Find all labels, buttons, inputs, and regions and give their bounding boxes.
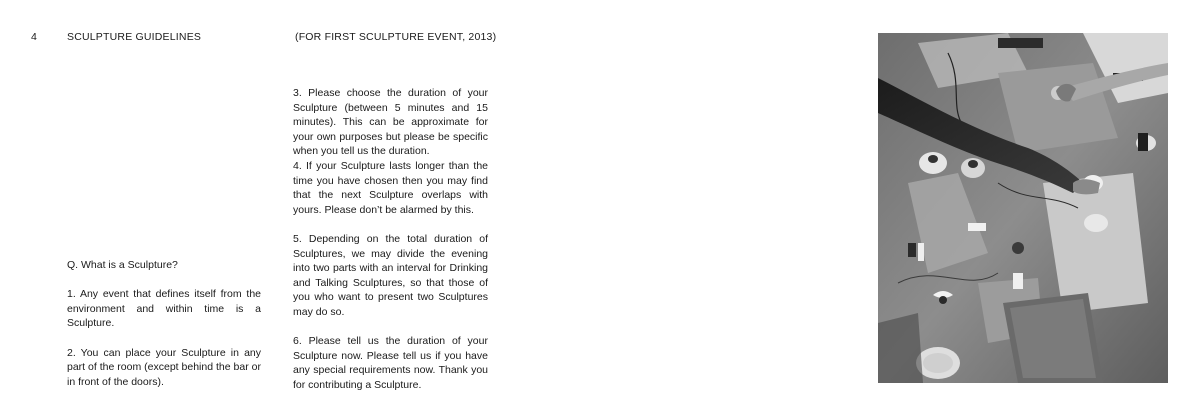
guideline-item-1: 1. Any event that defines itself from the environment and within time is a Sculpture.	[67, 288, 261, 330]
guideline-item-6: 6. Please tell us the duration of your Sculpture now. Please tell us if you have any special requirements now. Thank you for contributing a Sculpture.	[293, 335, 488, 391]
guideline-item-3: 3. Please choose the duration of your Sculpture (between 5 minutes and 15 minutes). This can be approximate for your own purposes but please be specific when you tell us the duration.	[293, 87, 488, 158]
page-subtitle: (FOR FIRST SCULPTURE EVENT, 2013)	[295, 31, 497, 43]
page-number: 4	[31, 31, 38, 43]
photograph-icon	[878, 33, 1168, 383]
guideline-item-2: 2. You can place your Sculpture in any part of the room (except behind the bar or in front of the doors).	[67, 346, 261, 388]
guideline-item-5: 5. Depending on the total duration of Sculptures, we may divide the evening into two parts with an interval for Drinking and Talking Sculptures, so that those of you who want to present two Sculptures may do so.	[293, 232, 488, 318]
page-title: SCULPTURE GUIDELINES	[67, 31, 202, 43]
sculpture-photograph	[878, 33, 1168, 383]
middle-column	[293, 86, 488, 392]
question-heading: Q. What is a Sculpture?	[67, 259, 178, 271]
guideline-item-4: 4. If your Sculpture lasts longer than the time you have chosen then you may find that the next Sculpture overlaps with yours. Please don’t be alarmed by this.	[293, 159, 488, 216]
left-column	[67, 258, 261, 389]
